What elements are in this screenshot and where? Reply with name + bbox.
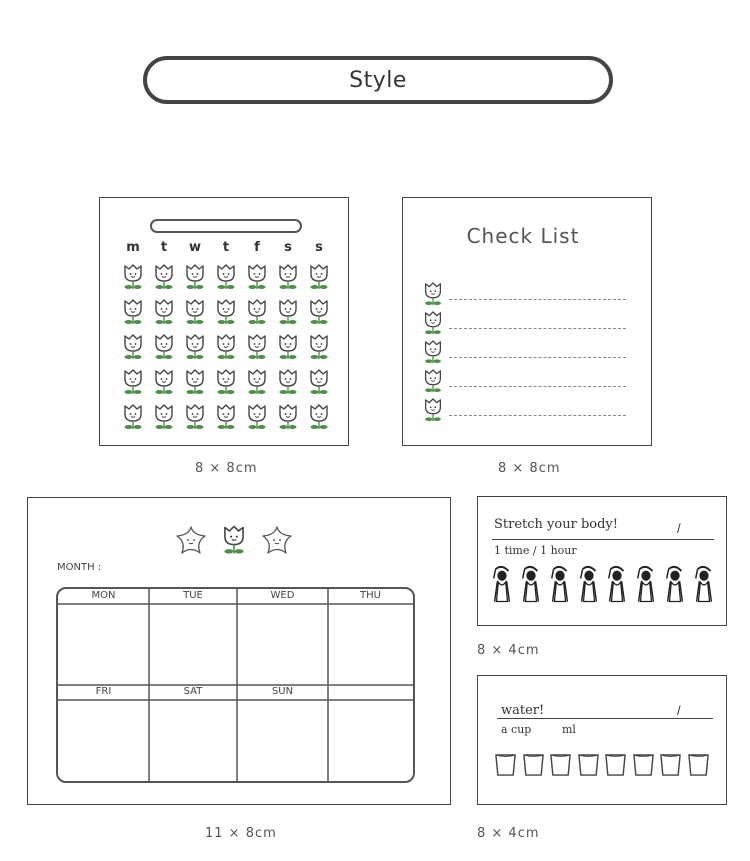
tulip-checkbox[interactable] bbox=[244, 297, 270, 327]
tulip-checkbox[interactable] bbox=[275, 402, 301, 432]
tulip-icon bbox=[421, 367, 445, 395]
day-header-wed: WED bbox=[270, 590, 295, 601]
cup-icon bbox=[522, 752, 545, 777]
dashed-line bbox=[449, 328, 626, 329]
checklist-item[interactable] bbox=[421, 338, 626, 366]
day-header-mon: MON bbox=[91, 590, 116, 601]
tulip-checkbox[interactable] bbox=[244, 332, 270, 362]
ml-label: ml bbox=[562, 723, 576, 736]
water-title: water! bbox=[501, 703, 545, 718]
tulip-icon bbox=[182, 262, 208, 292]
tulip-icon bbox=[120, 367, 146, 397]
day-header-tue: TUE bbox=[183, 590, 203, 601]
tulip-icon bbox=[306, 332, 332, 362]
tulip-checkbox[interactable] bbox=[120, 297, 146, 327]
divider bbox=[492, 539, 714, 540]
tulip-checkbox[interactable] bbox=[275, 332, 301, 362]
cup-icon bbox=[577, 752, 600, 777]
tulip-checkbox[interactable] bbox=[182, 297, 208, 327]
tulip-icon bbox=[151, 297, 177, 327]
tulip-icon bbox=[224, 526, 243, 553]
divider bbox=[497, 718, 713, 719]
tulip-checkbox[interactable] bbox=[306, 297, 332, 327]
tulip-icon bbox=[120, 402, 146, 432]
tulip-icon bbox=[306, 402, 332, 432]
cup-icon bbox=[687, 752, 710, 777]
star-face-icon bbox=[177, 527, 205, 553]
tulip-icon bbox=[182, 297, 208, 327]
tulip-row bbox=[120, 402, 332, 437]
tulip-checkbox[interactable] bbox=[120, 402, 146, 432]
cup-icon bbox=[494, 752, 517, 777]
tulip-icon bbox=[306, 262, 332, 292]
tulip-icon bbox=[275, 262, 301, 292]
tulip-checkbox[interactable] bbox=[182, 367, 208, 397]
cup-icon bbox=[632, 752, 655, 777]
tulip-icon bbox=[213, 367, 239, 397]
tulip-checkbox[interactable] bbox=[244, 402, 270, 432]
tulip-icon bbox=[213, 297, 239, 327]
tulip-icon bbox=[151, 332, 177, 362]
tulip-icon bbox=[421, 309, 445, 337]
tulip-checkbox[interactable] bbox=[151, 367, 177, 397]
tulip-icon bbox=[213, 332, 239, 362]
tulip-row bbox=[120, 262, 332, 297]
tulip-icon bbox=[151, 262, 177, 292]
month-grid-lines bbox=[58, 589, 413, 781]
stretch-figure-icon bbox=[548, 565, 572, 603]
tulip-icon bbox=[120, 297, 146, 327]
tulip-icon bbox=[182, 367, 208, 397]
stretch-tracker-card[interactable] bbox=[477, 496, 727, 626]
size-label-monthly: 11 × 8cm bbox=[205, 826, 277, 841]
tulip-icon bbox=[151, 367, 177, 397]
tulip-checkbox[interactable] bbox=[213, 262, 239, 292]
cup-label: a cup bbox=[501, 723, 532, 736]
tulip-checkbox[interactable] bbox=[151, 297, 177, 327]
tulip-checkbox[interactable] bbox=[151, 402, 177, 432]
tulip-checkbox[interactable] bbox=[182, 262, 208, 292]
cup-icon bbox=[659, 752, 682, 777]
day-header-sun: SUN bbox=[271, 686, 294, 697]
water-cups bbox=[494, 752, 710, 777]
tulip-checkbox[interactable] bbox=[306, 332, 332, 362]
tulip-row bbox=[120, 332, 332, 367]
style-title-banner bbox=[143, 56, 613, 104]
stretch-figure-icon bbox=[634, 565, 658, 603]
tulip-icon bbox=[120, 332, 146, 362]
tulip-icon bbox=[244, 297, 270, 327]
tulip-icon bbox=[151, 402, 177, 432]
tulip-checkbox[interactable] bbox=[151, 332, 177, 362]
size-label-stretch: 8 × 4cm bbox=[477, 643, 540, 658]
tulip-icon bbox=[275, 297, 301, 327]
stretch-figure-icon bbox=[490, 565, 514, 603]
cup-icon bbox=[604, 752, 627, 777]
weekday-label: s bbox=[284, 240, 292, 255]
tulip-icon bbox=[421, 338, 445, 366]
weekday-label: t bbox=[160, 240, 168, 255]
day-header-sat: SAT bbox=[183, 686, 203, 697]
stretch-title: Stretch your body! bbox=[494, 517, 618, 532]
cup-icon bbox=[549, 752, 572, 777]
dashed-line bbox=[449, 386, 626, 387]
tulip-icon bbox=[421, 396, 445, 424]
tulip-icon bbox=[120, 262, 146, 292]
size-label-weekly: 8 × 8cm bbox=[195, 461, 258, 476]
checklist-item[interactable] bbox=[421, 396, 626, 424]
stretch-figure-icon bbox=[519, 565, 543, 603]
tulip-icon bbox=[275, 332, 301, 362]
weekday-header bbox=[120, 240, 332, 255]
tulip-checkbox[interactable] bbox=[244, 367, 270, 397]
title-blank-pill bbox=[150, 219, 302, 233]
tulip-icon bbox=[182, 402, 208, 432]
decor-icons bbox=[175, 523, 299, 557]
tulip-icon bbox=[421, 280, 445, 308]
water-tracker-card[interactable] bbox=[477, 675, 727, 805]
stretch-figure-icon bbox=[663, 565, 687, 603]
tulip-row bbox=[120, 367, 332, 402]
checklist-card[interactable] bbox=[402, 197, 652, 446]
dashed-line bbox=[449, 357, 626, 358]
tulip-checkbox[interactable] bbox=[182, 332, 208, 362]
tulip-icon bbox=[244, 332, 270, 362]
size-label-checklist: 8 × 8cm bbox=[498, 461, 561, 476]
tulip-icon bbox=[244, 402, 270, 432]
checklist-title: Check List bbox=[466, 224, 580, 248]
page-title: Style bbox=[349, 67, 407, 93]
stretch-figure-icon bbox=[605, 565, 629, 603]
tulip-checkbox[interactable] bbox=[275, 297, 301, 327]
tulip-checkbox[interactable] bbox=[213, 297, 239, 327]
weekday-label: w bbox=[188, 240, 201, 255]
tulip-checkbox[interactable] bbox=[306, 262, 332, 292]
checklist-item[interactable] bbox=[421, 280, 626, 308]
star-face-icon bbox=[263, 527, 291, 553]
stretch-figure-icon bbox=[577, 565, 601, 603]
weekday-label: m bbox=[126, 240, 140, 255]
tulip-icon bbox=[306, 297, 332, 327]
dashed-line bbox=[449, 299, 626, 300]
tulip-icon bbox=[275, 367, 301, 397]
day-header-fri: FRI bbox=[95, 686, 112, 697]
tulip-checkbox[interactable] bbox=[275, 262, 301, 292]
stretch-subtitle: 1 time / 1 hour bbox=[494, 544, 577, 557]
month-grid bbox=[56, 587, 415, 783]
tulip-checkbox[interactable] bbox=[275, 367, 301, 397]
tulip-checkbox[interactable] bbox=[151, 262, 177, 292]
dashed-line bbox=[449, 415, 626, 416]
tulip-row bbox=[120, 297, 332, 332]
tulip-checkbox[interactable] bbox=[182, 402, 208, 432]
checklist-item[interactable] bbox=[421, 367, 626, 395]
day-header-thu: THU bbox=[360, 590, 381, 601]
stretch-figure-icon bbox=[692, 565, 716, 603]
tulip-checkbox[interactable] bbox=[120, 332, 146, 362]
tulip-icon bbox=[213, 402, 239, 432]
tulip-icon bbox=[275, 402, 301, 432]
tulip-icon bbox=[213, 262, 239, 292]
tulip-icon bbox=[244, 262, 270, 292]
tulip-checkbox[interactable] bbox=[120, 262, 146, 292]
monthly-planner-card[interactable] bbox=[27, 497, 451, 805]
tulip-checkbox[interactable] bbox=[306, 402, 332, 432]
date-slash: / bbox=[677, 521, 681, 536]
tulip-checkbox[interactable] bbox=[244, 262, 270, 292]
size-label-water: 8 × 4cm bbox=[477, 826, 540, 841]
tulip-checkbox[interactable] bbox=[120, 367, 146, 397]
tulip-checkbox[interactable] bbox=[213, 367, 239, 397]
tulip-checkbox[interactable] bbox=[213, 402, 239, 432]
checklist-item[interactable] bbox=[421, 309, 626, 337]
tulip-icon bbox=[306, 367, 332, 397]
month-label: MONTH : bbox=[57, 562, 102, 573]
weekday-label: s bbox=[315, 240, 323, 255]
weekday-label: f bbox=[254, 240, 260, 255]
tulip-icon bbox=[244, 367, 270, 397]
tulip-grid bbox=[120, 262, 332, 437]
tulip-icon bbox=[182, 332, 208, 362]
weekly-tracker-card[interactable] bbox=[99, 197, 349, 446]
stretch-figures bbox=[490, 565, 716, 603]
date-slash: / bbox=[677, 703, 681, 718]
tulip-checkbox[interactable] bbox=[213, 332, 239, 362]
tulip-checkbox[interactable] bbox=[306, 367, 332, 397]
weekday-label: t bbox=[222, 240, 230, 255]
